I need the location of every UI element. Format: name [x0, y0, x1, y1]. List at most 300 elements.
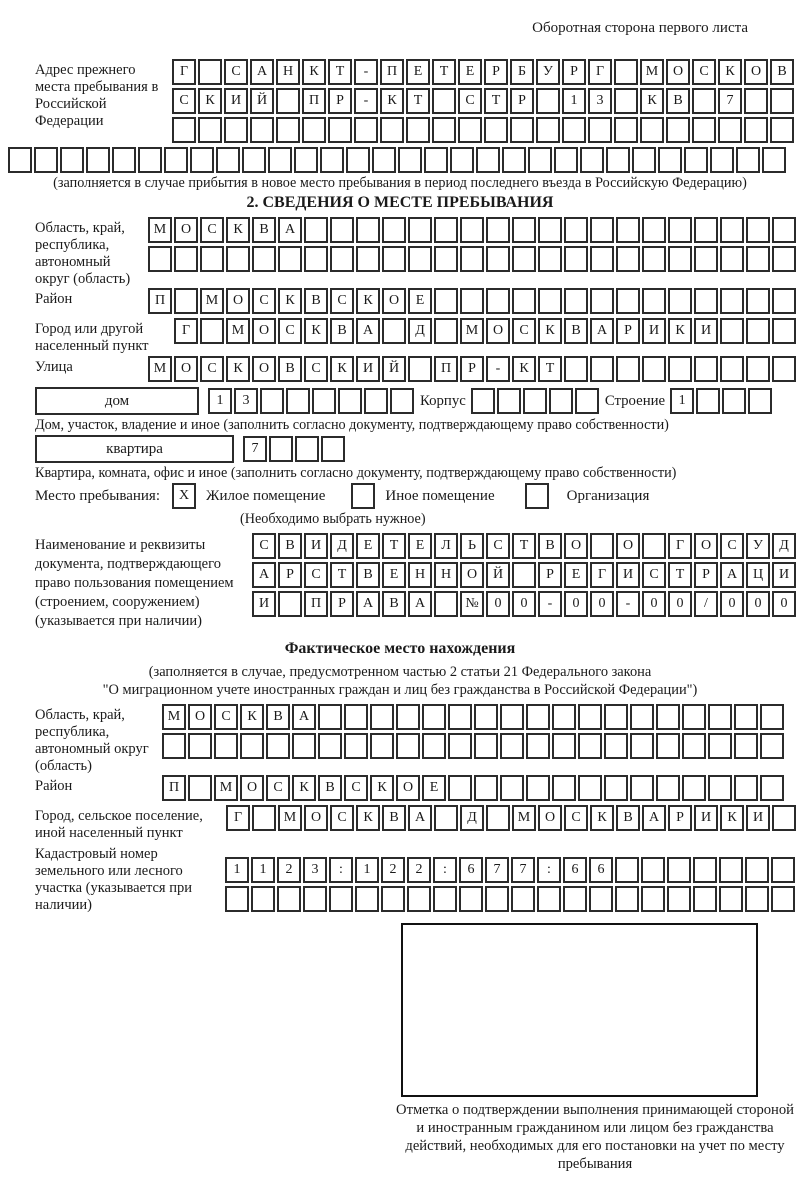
char-cell[interactable]	[370, 733, 394, 759]
char-cell[interactable]: В	[382, 591, 406, 617]
char-cell[interactable]	[771, 857, 795, 883]
char-cell[interactable]	[762, 147, 786, 173]
char-cell[interactable]	[382, 217, 406, 243]
char-cell[interactable]	[578, 775, 602, 801]
char-cell[interactable]	[564, 356, 588, 382]
char-cell[interactable]: А	[642, 805, 666, 831]
char-cell[interactable]	[656, 775, 680, 801]
char-cell[interactable]: О	[396, 775, 420, 801]
char-cell[interactable]	[578, 733, 602, 759]
char-cell[interactable]	[614, 59, 638, 85]
char-cell[interactable]	[60, 147, 84, 173]
char-cell[interactable]	[459, 886, 483, 912]
char-cell[interactable]	[720, 217, 744, 243]
char-cell[interactable]: К	[226, 356, 250, 382]
char-cell[interactable]: О	[252, 318, 276, 344]
char-cell[interactable]	[432, 117, 456, 143]
char-cell[interactable]	[356, 246, 380, 272]
char-cell[interactable]: В	[538, 533, 562, 559]
char-cell[interactable]: К	[718, 59, 742, 85]
char-cell[interactable]: Й	[382, 356, 406, 382]
char-cell[interactable]	[640, 117, 664, 143]
char-cell[interactable]	[344, 733, 368, 759]
char-cell[interactable]	[549, 388, 573, 414]
char-cell[interactable]: Д	[408, 318, 432, 344]
char-cell[interactable]	[615, 886, 639, 912]
char-cell[interactable]: В	[616, 805, 640, 831]
char-cell[interactable]: С	[304, 356, 328, 382]
char-cell[interactable]	[486, 246, 510, 272]
char-cell[interactable]	[696, 388, 720, 414]
char-cell[interactable]	[772, 356, 796, 382]
char-cell[interactable]: Г	[668, 533, 692, 559]
char-cell[interactable]	[590, 217, 614, 243]
char-cell[interactable]: Т	[484, 88, 508, 114]
char-cell[interactable]	[302, 117, 326, 143]
char-cell[interactable]	[746, 318, 770, 344]
char-cell[interactable]: Г	[588, 59, 612, 85]
char-cell[interactable]	[511, 886, 535, 912]
char-cell[interactable]	[770, 117, 794, 143]
char-cell[interactable]	[536, 117, 560, 143]
char-cell[interactable]: /	[694, 591, 718, 617]
char-cell[interactable]: А	[408, 591, 432, 617]
char-cell[interactable]: К	[590, 805, 614, 831]
char-cell[interactable]	[190, 147, 214, 173]
char-cell[interactable]: М	[214, 775, 238, 801]
char-cell[interactable]: С	[344, 775, 368, 801]
char-cell[interactable]	[588, 117, 612, 143]
char-cell[interactable]: Д	[330, 533, 354, 559]
char-cell[interactable]	[770, 88, 794, 114]
char-cell[interactable]: Г	[590, 562, 614, 588]
char-cell[interactable]: С	[330, 805, 354, 831]
char-cell[interactable]	[580, 147, 604, 173]
char-cell[interactable]	[682, 704, 706, 730]
char-cell[interactable]	[448, 704, 472, 730]
char-cell[interactable]	[433, 886, 457, 912]
char-cell[interactable]: С	[304, 562, 328, 588]
char-cell[interactable]	[346, 147, 370, 173]
char-cell[interactable]	[564, 217, 588, 243]
char-cell[interactable]	[512, 562, 536, 588]
char-cell[interactable]: Р	[484, 59, 508, 85]
char-cell[interactable]: Г	[226, 805, 250, 831]
char-cell[interactable]	[216, 147, 240, 173]
char-cell[interactable]	[398, 147, 422, 173]
char-cell[interactable]: Р	[538, 562, 562, 588]
char-cell[interactable]	[772, 217, 796, 243]
char-cell[interactable]: У	[536, 59, 560, 85]
char-cell[interactable]	[615, 857, 639, 883]
char-cell[interactable]: М	[640, 59, 664, 85]
char-cell[interactable]	[214, 733, 238, 759]
char-cell[interactable]	[396, 733, 420, 759]
char-cell[interactable]: Н	[276, 59, 300, 85]
char-cell[interactable]: С	[252, 288, 276, 314]
char-cell[interactable]: О	[382, 288, 406, 314]
char-cell[interactable]: К	[356, 288, 380, 314]
char-cell[interactable]	[422, 704, 446, 730]
char-cell[interactable]: -	[354, 59, 378, 85]
char-cell[interactable]	[526, 775, 550, 801]
char-cell[interactable]: М	[278, 805, 302, 831]
char-cell[interactable]: П	[380, 59, 404, 85]
char-cell[interactable]: Л	[434, 533, 458, 559]
char-cell[interactable]: К	[278, 288, 302, 314]
char-cell[interactable]: И	[694, 805, 718, 831]
char-cell[interactable]: Р	[330, 591, 354, 617]
char-cell[interactable]	[682, 733, 706, 759]
char-cell[interactable]	[719, 857, 743, 883]
char-cell[interactable]	[500, 733, 524, 759]
char-cell[interactable]	[312, 388, 336, 414]
char-cell[interactable]: С	[252, 533, 276, 559]
char-cell[interactable]	[471, 388, 495, 414]
char-cell[interactable]: В	[304, 288, 328, 314]
char-cell[interactable]: 7	[243, 436, 267, 462]
checkbox-inoe[interactable]	[351, 483, 375, 509]
char-cell[interactable]: Е	[356, 533, 380, 559]
char-cell[interactable]	[355, 886, 379, 912]
char-cell[interactable]	[382, 246, 406, 272]
char-cell[interactable]	[630, 704, 654, 730]
char-cell[interactable]	[734, 704, 758, 730]
char-cell[interactable]	[575, 388, 599, 414]
char-cell[interactable]	[434, 246, 458, 272]
char-cell[interactable]	[448, 775, 472, 801]
char-cell[interactable]: Е	[408, 533, 432, 559]
char-cell[interactable]: И	[224, 88, 248, 114]
char-cell[interactable]	[772, 318, 796, 344]
char-cell[interactable]	[86, 147, 110, 173]
char-cell[interactable]	[656, 733, 680, 759]
char-cell[interactable]	[294, 147, 318, 173]
char-cell[interactable]	[268, 147, 292, 173]
char-cell[interactable]: О	[486, 318, 510, 344]
char-cell[interactable]	[251, 886, 275, 912]
char-cell[interactable]: П	[434, 356, 458, 382]
char-cell[interactable]	[396, 704, 420, 730]
char-cell[interactable]: У	[746, 533, 770, 559]
char-cell[interactable]	[486, 217, 510, 243]
char-cell[interactable]: :	[329, 857, 353, 883]
char-cell[interactable]: О	[304, 805, 328, 831]
char-cell[interactable]: О	[174, 356, 198, 382]
char-cell[interactable]: О	[616, 533, 640, 559]
char-cell[interactable]: Т	[328, 59, 352, 85]
char-cell[interactable]: 0	[720, 591, 744, 617]
char-cell[interactable]: В	[666, 88, 690, 114]
char-cell[interactable]: Р	[694, 562, 718, 588]
char-cell[interactable]: Г	[174, 318, 198, 344]
char-cell[interactable]	[474, 733, 498, 759]
char-cell[interactable]	[486, 805, 510, 831]
char-cell[interactable]: А	[356, 591, 380, 617]
char-cell[interactable]	[408, 356, 432, 382]
char-cell[interactable]	[330, 217, 354, 243]
char-cell[interactable]	[502, 147, 526, 173]
char-cell[interactable]: Р	[328, 88, 352, 114]
char-cell[interactable]	[188, 775, 212, 801]
char-cell[interactable]: Ь	[460, 533, 484, 559]
char-cell[interactable]: М	[148, 217, 172, 243]
char-cell[interactable]	[760, 704, 784, 730]
char-cell[interactable]	[474, 775, 498, 801]
char-cell[interactable]: П	[162, 775, 186, 801]
char-cell[interactable]	[667, 886, 691, 912]
char-cell[interactable]	[604, 775, 628, 801]
char-cell[interactable]: Т	[432, 59, 456, 85]
char-cell[interactable]: И	[356, 356, 380, 382]
char-cell[interactable]	[710, 147, 734, 173]
char-cell[interactable]	[303, 886, 327, 912]
char-cell[interactable]	[720, 356, 744, 382]
char-cell[interactable]: И	[642, 318, 666, 344]
char-cell[interactable]: 1	[225, 857, 249, 883]
char-cell[interactable]	[162, 733, 186, 759]
char-cell[interactable]	[614, 88, 638, 114]
char-cell[interactable]: -	[616, 591, 640, 617]
char-cell[interactable]	[537, 886, 561, 912]
char-cell[interactable]: 2	[381, 857, 405, 883]
char-cell[interactable]: Н	[434, 562, 458, 588]
char-cell[interactable]	[708, 733, 732, 759]
char-cell[interactable]: П	[148, 288, 172, 314]
char-cell[interactable]	[432, 88, 456, 114]
char-cell[interactable]: Й	[486, 562, 510, 588]
char-cell[interactable]: 1	[670, 388, 694, 414]
char-cell[interactable]	[364, 388, 388, 414]
char-cell[interactable]	[563, 886, 587, 912]
char-cell[interactable]: 6	[589, 857, 613, 883]
char-cell[interactable]	[460, 217, 484, 243]
char-cell[interactable]: А	[250, 59, 274, 85]
char-cell[interactable]: И	[694, 318, 718, 344]
char-cell[interactable]	[224, 117, 248, 143]
char-cell[interactable]: Т	[406, 88, 430, 114]
char-cell[interactable]: Т	[512, 533, 536, 559]
char-cell[interactable]: Г	[172, 59, 196, 85]
char-cell[interactable]	[745, 857, 769, 883]
char-cell[interactable]	[276, 88, 300, 114]
char-cell[interactable]	[658, 147, 682, 173]
char-cell[interactable]: Е	[458, 59, 482, 85]
char-cell[interactable]	[746, 246, 770, 272]
char-cell[interactable]	[458, 117, 482, 143]
char-cell[interactable]	[510, 117, 534, 143]
char-cell[interactable]	[434, 318, 458, 344]
char-cell[interactable]: 0	[746, 591, 770, 617]
char-cell[interactable]: 3	[588, 88, 612, 114]
char-cell[interactable]: А	[408, 805, 432, 831]
char-cell[interactable]: 6	[459, 857, 483, 883]
char-cell[interactable]	[408, 246, 432, 272]
char-cell[interactable]	[772, 246, 796, 272]
char-cell[interactable]	[523, 388, 547, 414]
char-cell[interactable]	[390, 388, 414, 414]
char-cell[interactable]: 0	[486, 591, 510, 617]
char-cell[interactable]	[564, 246, 588, 272]
char-cell[interactable]	[512, 288, 536, 314]
char-cell[interactable]	[641, 886, 665, 912]
char-cell[interactable]	[656, 704, 680, 730]
char-cell[interactable]	[276, 117, 300, 143]
char-cell[interactable]: К	[240, 704, 264, 730]
char-cell[interactable]	[668, 288, 692, 314]
char-cell[interactable]	[252, 805, 276, 831]
char-cell[interactable]	[771, 886, 795, 912]
char-cell[interactable]	[642, 288, 666, 314]
char-cell[interactable]	[720, 288, 744, 314]
char-cell[interactable]	[526, 704, 550, 730]
char-cell[interactable]: 7	[718, 88, 742, 114]
char-cell[interactable]: К	[356, 805, 380, 831]
char-cell[interactable]	[748, 388, 772, 414]
char-cell[interactable]	[370, 704, 394, 730]
char-cell[interactable]: В	[330, 318, 354, 344]
char-cell[interactable]	[320, 147, 344, 173]
char-cell[interactable]: К	[538, 318, 562, 344]
char-cell[interactable]: Д	[460, 805, 484, 831]
char-cell[interactable]	[318, 704, 342, 730]
char-cell[interactable]: Е	[408, 288, 432, 314]
char-cell[interactable]	[642, 356, 666, 382]
char-cell[interactable]: 0	[512, 591, 536, 617]
char-cell[interactable]	[590, 246, 614, 272]
char-cell[interactable]	[693, 886, 717, 912]
char-cell[interactable]: -	[538, 591, 562, 617]
char-cell[interactable]	[434, 288, 458, 314]
char-cell[interactable]: О	[188, 704, 212, 730]
char-cell[interactable]	[668, 246, 692, 272]
char-cell[interactable]: В	[564, 318, 588, 344]
char-cell[interactable]: С	[720, 533, 744, 559]
char-cell[interactable]	[746, 288, 770, 314]
char-cell[interactable]: Т	[382, 533, 406, 559]
char-cell[interactable]: М	[162, 704, 186, 730]
char-cell[interactable]: М	[512, 805, 536, 831]
char-cell[interactable]: С	[512, 318, 536, 344]
char-cell[interactable]: В	[382, 805, 406, 831]
char-cell[interactable]	[500, 704, 524, 730]
char-cell[interactable]: В	[252, 217, 276, 243]
char-cell[interactable]: 3	[303, 857, 327, 883]
char-cell[interactable]: О	[252, 356, 276, 382]
char-cell[interactable]	[708, 775, 732, 801]
char-cell[interactable]	[642, 246, 666, 272]
char-cell[interactable]	[616, 246, 640, 272]
char-cell[interactable]	[694, 246, 718, 272]
char-cell[interactable]: Т	[538, 356, 562, 382]
char-cell[interactable]: В	[770, 59, 794, 85]
char-cell[interactable]	[720, 318, 744, 344]
char-cell[interactable]	[486, 288, 510, 314]
char-cell[interactable]	[606, 147, 630, 173]
char-cell[interactable]	[536, 88, 560, 114]
char-cell[interactable]	[304, 217, 328, 243]
char-cell[interactable]	[8, 147, 32, 173]
char-cell[interactable]: О	[240, 775, 264, 801]
char-cell[interactable]	[266, 733, 290, 759]
char-cell[interactable]	[356, 217, 380, 243]
char-cell[interactable]: 1	[251, 857, 275, 883]
char-cell[interactable]: Е	[422, 775, 446, 801]
char-cell[interactable]: С	[692, 59, 716, 85]
char-cell[interactable]	[321, 436, 345, 462]
char-cell[interactable]	[538, 288, 562, 314]
char-cell[interactable]	[225, 886, 249, 912]
char-cell[interactable]	[372, 147, 396, 173]
char-cell[interactable]: А	[252, 562, 276, 588]
char-cell[interactable]	[198, 117, 222, 143]
char-cell[interactable]	[286, 388, 310, 414]
char-cell[interactable]	[329, 886, 353, 912]
char-cell[interactable]	[484, 117, 508, 143]
char-cell[interactable]	[304, 246, 328, 272]
char-cell[interactable]	[589, 886, 613, 912]
char-cell[interactable]: К	[304, 318, 328, 344]
checkbox-zhiloe[interactable]: X	[172, 483, 196, 509]
char-cell[interactable]: И	[304, 533, 328, 559]
char-cell[interactable]	[485, 886, 509, 912]
char-cell[interactable]: С	[564, 805, 588, 831]
char-cell[interactable]	[694, 356, 718, 382]
char-cell[interactable]	[552, 775, 576, 801]
char-cell[interactable]: В	[278, 356, 302, 382]
char-cell[interactable]: Р	[668, 805, 692, 831]
char-cell[interactable]: Н	[408, 562, 432, 588]
char-cell[interactable]	[512, 246, 536, 272]
char-cell[interactable]	[406, 117, 430, 143]
char-cell[interactable]	[718, 117, 742, 143]
char-cell[interactable]	[278, 246, 302, 272]
char-cell[interactable]: О	[694, 533, 718, 559]
char-cell[interactable]: С	[224, 59, 248, 85]
char-cell[interactable]: С	[200, 356, 224, 382]
char-cell[interactable]	[330, 246, 354, 272]
char-cell[interactable]: Ц	[746, 562, 770, 588]
char-cell[interactable]: А	[720, 562, 744, 588]
char-cell[interactable]	[474, 704, 498, 730]
char-cell[interactable]	[338, 388, 362, 414]
char-cell[interactable]: К	[668, 318, 692, 344]
char-cell[interactable]: 6	[563, 857, 587, 883]
char-cell[interactable]	[666, 117, 690, 143]
char-cell[interactable]	[460, 288, 484, 314]
char-cell[interactable]: С	[458, 88, 482, 114]
char-cell[interactable]: К	[330, 356, 354, 382]
char-cell[interactable]	[198, 59, 222, 85]
char-cell[interactable]	[552, 704, 576, 730]
char-cell[interactable]	[720, 246, 744, 272]
char-cell[interactable]: 0	[668, 591, 692, 617]
char-cell[interactable]	[164, 147, 188, 173]
char-cell[interactable]: С	[330, 288, 354, 314]
char-cell[interactable]	[722, 388, 746, 414]
char-cell[interactable]	[760, 775, 784, 801]
char-cell[interactable]: М	[226, 318, 250, 344]
char-cell[interactable]	[269, 436, 293, 462]
char-cell[interactable]	[667, 857, 691, 883]
char-cell[interactable]: Т	[330, 562, 354, 588]
char-cell[interactable]	[746, 217, 770, 243]
char-cell[interactable]	[616, 356, 640, 382]
char-cell[interactable]	[590, 533, 614, 559]
char-cell[interactable]	[34, 147, 58, 173]
char-cell[interactable]: О	[460, 562, 484, 588]
char-cell[interactable]	[450, 147, 474, 173]
